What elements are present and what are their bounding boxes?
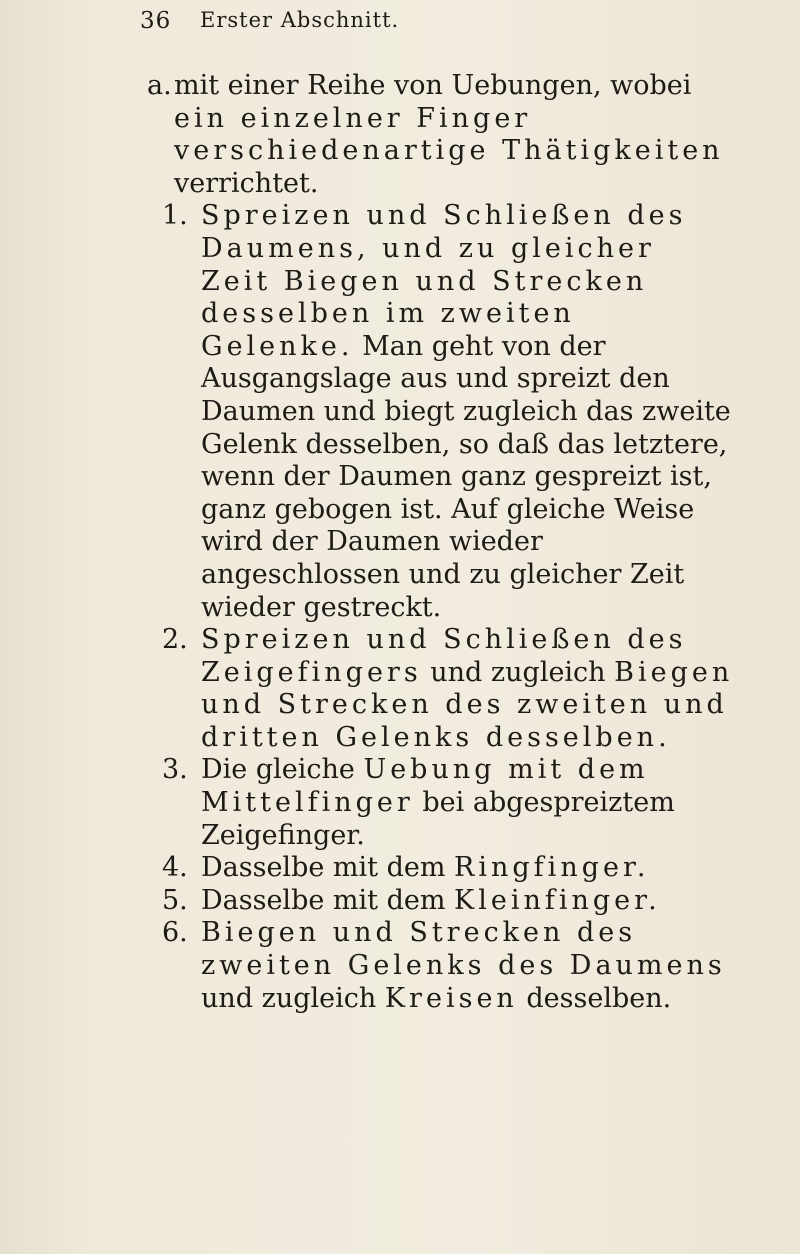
page-body <box>147 70 737 1015</box>
exercise-item-2 <box>147 624 737 754</box>
item-number: 6. <box>162 917 188 949</box>
item-text-2: desselben. <box>517 982 672 1014</box>
item-emphasis-2: Biegen und Strecken des zweiten und dritten Gelenks desselben. <box>201 656 734 753</box>
item-text: und zugleich <box>201 982 385 1014</box>
intro-text <box>174 70 724 199</box>
intro-emphasis: ein einzelner Finger verschiedenartige Thätigkeiten <box>174 102 724 167</box>
item-number: 3. <box>162 754 188 786</box>
item-text: Dasselbe mit dem <box>201 884 455 916</box>
item-emphasis: Kleinfinger. <box>454 884 661 916</box>
exercise-item-5 <box>147 885 737 918</box>
item-text: Dasselbe mit dem <box>201 852 455 884</box>
item-text: Die gleiche <box>201 754 364 786</box>
item-number: 1. <box>162 200 188 232</box>
intro-paragraph <box>147 70 737 200</box>
running-head <box>140 8 700 38</box>
item-number: 4. <box>162 852 188 884</box>
page-number: 36 <box>140 8 172 34</box>
item-emphasis: Spreizen und Schließen des Daumens, und zu gleicher Zeit Biegen und Strecken desselben im zweiten Gelenke. <box>201 200 687 362</box>
item-number: 2. <box>162 624 188 656</box>
item-emphasis: Biegen und Strecken des zweiten Gelenks des Daumens <box>201 917 726 982</box>
item-number: 5. <box>162 884 188 916</box>
item-emphasis-2: Kreisen <box>384 982 518 1014</box>
exercise-item-3 <box>147 754 737 852</box>
exercise-item-1 <box>147 200 737 624</box>
intro-label: a. <box>147 70 172 101</box>
item-emphasis: Spreizen und Schließen des Zeigefingers <box>201 624 687 688</box>
item-text: und zugleich <box>421 656 615 688</box>
item-emphasis: Ringfinger. <box>454 852 650 884</box>
item-emphasis: Uebung mit dem Mittelfinger <box>201 754 649 819</box>
exercise-item-6 <box>147 917 737 1015</box>
intro-tail: verrichtet. <box>174 167 319 199</box>
item-text-2: bei abgespreiztem Zeigefinger. <box>201 787 675 851</box>
running-title: Erster Abschnitt. <box>200 8 400 32</box>
exercise-item-4 <box>147 852 737 885</box>
item-text: Man geht von der Ausgangslage aus und spreizt den Daumen und biegt zugleich das zweite Gelenk desselben, so daß das letztere, wenn der Daumen ganz gespreizt ist, ganz gebogen ist. Auf gleiche Weise wird der Daumen wieder angeschlossen und zu gleicher Zeit wieder gestreckt. <box>201 330 731 623</box>
intro-lead: mit einer Reihe von Uebungen, wobei <box>174 70 692 101</box>
